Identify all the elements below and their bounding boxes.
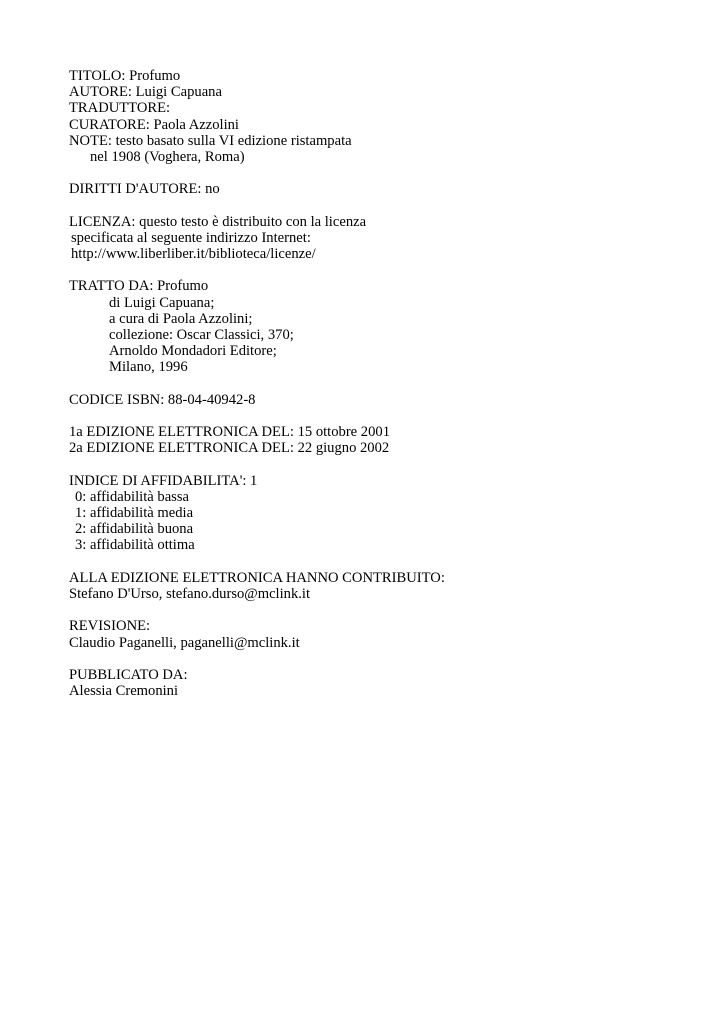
curatore-line: CURATORE: Paola Azzolini bbox=[69, 116, 239, 133]
tratto-da-line: Milano, 1996 bbox=[109, 359, 188, 376]
edizioni-block bbox=[69, 424, 689, 456]
titolo-line: TITOLO: Profumo bbox=[69, 68, 181, 84]
pubblicato-label: PUBBLICATO DA: bbox=[69, 666, 188, 683]
autore-line: AUTORE: Luigi Capuana bbox=[69, 84, 222, 101]
tratto-da-label: TRATTO DA: Profumo bbox=[69, 278, 209, 295]
document-body bbox=[69, 68, 689, 699]
tratto-da-line: di Luigi Capuana; bbox=[109, 294, 215, 311]
pubblicato-block bbox=[69, 667, 689, 699]
edizione-line: 1a EDIZIONE ELETTRONICA DEL: 15 ottobre 2001 bbox=[69, 424, 390, 441]
diritti-line: DIRITTI D'AUTORE: no bbox=[69, 181, 220, 198]
revisione-block bbox=[69, 618, 689, 650]
tratto-da-block bbox=[69, 278, 689, 375]
tratto-da-line: a cura di Paola Azzolini; bbox=[109, 310, 253, 327]
spacer bbox=[69, 165, 689, 181]
spacer bbox=[69, 198, 689, 214]
spacer bbox=[69, 602, 689, 618]
header-block bbox=[69, 68, 689, 165]
affidabilita-label: INDICE DI AFFIDABILITA': 1 bbox=[69, 472, 258, 489]
licenza-line-2: specificata al seguente indirizzo Internet: bbox=[71, 229, 311, 246]
spacer bbox=[69, 376, 689, 392]
spacer bbox=[69, 408, 689, 424]
spacer bbox=[69, 651, 689, 667]
edizione-line: 2a EDIZIONE ELETTRONICA DEL: 22 giugno 2002 bbox=[69, 440, 390, 457]
spacer bbox=[69, 554, 689, 570]
contributi-label: ALLA EDIZIONE ELETTRONICA HANNO CONTRIBUITO: bbox=[69, 569, 445, 586]
spacer bbox=[69, 457, 689, 473]
tratto-da-line: Arnoldo Mondadori Editore; bbox=[109, 343, 277, 360]
affidabilita-level: 0: affidabilità bassa bbox=[75, 488, 190, 505]
affidabilita-block bbox=[69, 473, 689, 554]
licenza-url: http://www.liberliber.it/biblioteca/licenze/ bbox=[71, 246, 316, 263]
contributi-block bbox=[69, 570, 689, 602]
spacer bbox=[69, 262, 689, 278]
revisione-label: REVISIONE: bbox=[69, 618, 151, 635]
affidabilita-level: 1: affidabilità media bbox=[75, 505, 194, 522]
licenza-block bbox=[69, 214, 689, 263]
affidabilita-level: 2: affidabilità buona bbox=[75, 521, 194, 538]
pubblicato-value: Alessia Cremonini bbox=[69, 683, 179, 700]
tratto-da-line: collezione: Oscar Classici, 370; bbox=[109, 327, 294, 343]
traduttore-line: TRADUTTORE: bbox=[69, 100, 171, 117]
note-line-2: nel 1908 (Voghera, Roma) bbox=[90, 148, 245, 165]
isbn-line: CODICE ISBN: 88-04-40942-8 bbox=[69, 391, 256, 408]
affidabilita-level: 3: affidabilità ottima bbox=[75, 537, 195, 554]
contributi-value: Stefano D'Urso, stefano.durso@mclink.it bbox=[69, 586, 311, 602]
licenza-line-1: LICENZA: questo testo è distribuito con la licenza bbox=[69, 213, 367, 230]
revisione-value: Claudio Paganelli, paganelli@mclink.it bbox=[69, 634, 300, 651]
note-line-1: NOTE: testo basato sulla VI edizione ristampata bbox=[69, 132, 352, 149]
